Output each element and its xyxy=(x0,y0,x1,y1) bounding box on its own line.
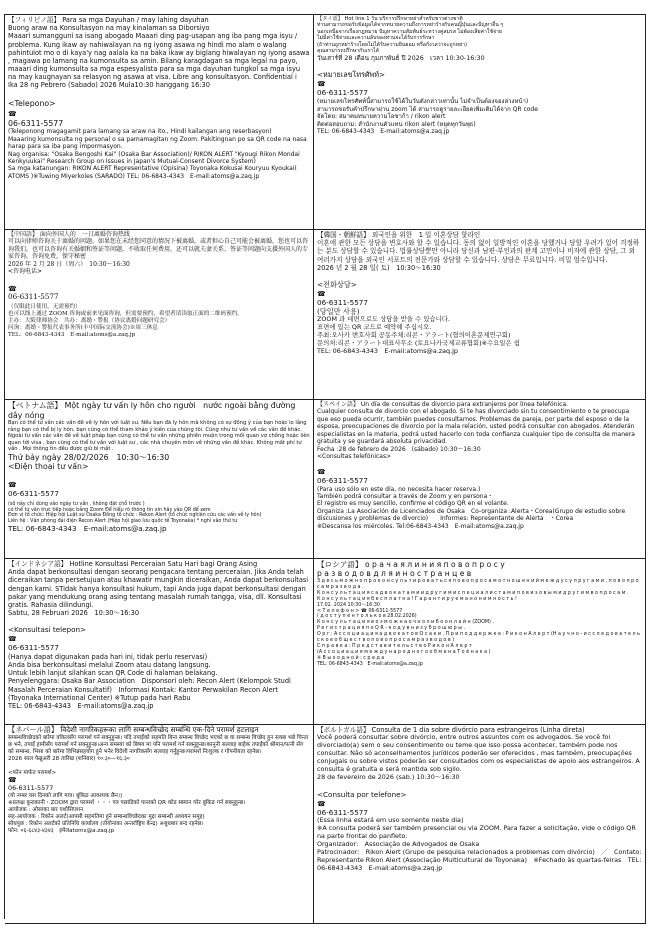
vietnamese-contact: TEL: 06-6843-4343 E-mail:atoms@a.zaq.jp xyxy=(8,524,167,534)
row-1 xyxy=(5,15,646,230)
korean-intro: 【韓国・朝鮮語】 외국인을 위한 1 일 이혼상담 핫라인 이혼에 관한 모든 상담을 변호사와 할 수 있습니다. 동의 없이 일방적인 이혼을 당했거나 당할 우려가 있어 걱정하는 분도 상담할 수 있습니다. 법률상담뿐만 아니라 당신과 남편·부인과의 관계 고민이나 비자에 관한 상담, 그 외 여러가지 상담을 외국인 서포트의 전문가와 상담할 수 있습니다. 상담은 무료입니다. 비밀 엄수입니다. 2026 년 2 월 28 일( 토) 10:30～16:30 xyxy=(317,231,640,272)
telephone-icon: ☎ xyxy=(8,635,17,644)
spanish-phone-note: (Para uso sólo en este día, no necesita hacer reserva.) xyxy=(317,485,481,493)
row-5 xyxy=(5,725,646,924)
filipino-details: (Teleponong magagamit para lamang sa araw na ito., Hindi kailangan ang reserbasyon) Maaaring kumonsulta ng personal o sa pamamagitan ng Zoom. Pakitingnan po sa QR code na nasa harap para sa iba pang impormasyon. Nag organisa: "Osaka Bengoshi Kai" (Osaka Bar Association)/ RIKON ALERT "Kyougi Rikon Mondai Kenkyuukai" Research Group on Issues in Japan's Mutual-Consent Divorce System) Sa mga katanungan: RIKON ALERT Representative (Opisina) Toyonaka Kokusai Kouryuu Kyoukai( ATOMS )※Tuwing Miyerkoles (SARADO) TEL: 06-6843-4343 E-mail:atoms@a.zaq.jp xyxy=(8,128,307,180)
nepali-details: ※प्रत्यक्ष कुराकानी・ZOOM द्वारा परामर्श ・・・पत्र पछाडिको पानाको QR कोड स्क्यान गरेर बुकिङ गर्न सक्नुहुन्छ। आयोजक : ओसाका बार एशोसिएशन सह-आयोजक : रिकोन अलर्ट(आपसी सहमतिमा हुने सम्बन्धविच्छेदका मुद्दा सम्बन्धी अध्ययन समूह) सोधपुछ : रिकोन अलर्टको प्रतिनिधि कार्यालय (तोयोनाका अन्तर्राष्ट्रिय केन्द्र) ※बुधबार बन्द रहनेछ। फोन: ०६-६८४३-४३४३ इमेलatoms@a.zaq.jp xyxy=(8,800,246,834)
nepali-phone-label: <फोन मार्फत परामर्श> xyxy=(8,769,57,776)
cell-thai xyxy=(314,15,646,229)
portuguese-intro: Você poderá consultar sobre divórcio, entre outros assuntos com os advogados. Se você foi divorciado(a) sem o seu consentimento ou teme que isso possa acontecer, também pode nos consultar. Não só aconselhamentos jurídicos poderão ser oferecidos , mas também, preocupações conjugais ou sobre vistos poderão ser consultados com os especialistas de apoio aos estrangeiros. A consulta é gratuita e será mantida sob sigilo. 28 de fevereiro de 2026 (sab.) 10:30～16:30 xyxy=(317,733,640,781)
telephone-icon: ☎ xyxy=(8,776,17,785)
row-4 xyxy=(5,559,646,725)
indonesian-details: (Hanya dapat digunakan pada hari ini, tidak perlu reservasi) Anda bisa berkonsultasi melalui Zoom atau datang langsung. Untuk lebih lanjut silahkan scan QR Code di halaman belakang. Penyelenggara: Osaka Bar Association Disponsori oleh: Recon Alert (Kelompok Studi Masalah Perceraian Konsultatif) Informasi Kontak: Kantor Perwakilan Recon Alert (Toyonaka International Center) ※Tutup pada hari Rabu TEL: 06-6843-4343 E-mail:atoms@a.zaq.jp xyxy=(8,652,291,710)
portuguese-phone-label: <Consulta por telefone> xyxy=(317,789,407,799)
vietnamese-date: Thứ bảy ngày 28/02/2026 10:30～16:30 xyxy=(8,452,170,462)
thai-phone-number: 06-6311-5577 xyxy=(317,88,368,98)
portuguese-phone-number: 06-6311-5577 xyxy=(317,807,368,817)
nepali-date: 2026 साल फेब्रुअरी 28 तारिख (शनिबार) १०:३०—१६:३० xyxy=(8,755,130,762)
vietnamese-title: 【ベトナム語】 Một ngày tư vấn ly hôn cho người nước ngoài bằng đường dây nóng xyxy=(8,401,296,420)
korean-phone-note: (당일만 사용) xyxy=(317,306,360,316)
spanish-intro: 【スペイン語】 Un día de consultas de divorcio para extranjeros por línea telefónica. Cualquier consulta de divorcio con el abogado. Si te has divorciado sin tu consentimiento o te preocupa que eso pueda ocurrir, también puedes consultarnos. Problemas de pareja, por parte del esposo o de la esposa, preocupaciones de divorcio por la mala relación, usted podrá consultar con abogados. Atenderán especialistas en la materia, podrá usted hacerlo con toda confianza cualquier tipo de consulta de manera gratuita y se guardará absoluta privacidad. Fecha :28 de febrero de 2026 (sábado) 10:30～16:30 <Consultas telefónicas> xyxy=(317,401,635,461)
cell-nepali xyxy=(5,725,314,923)
vietnamese-phone-number: 06-6311-5577 xyxy=(8,488,59,498)
thai-note: (ถ้าท่านถูกหย่าร้างโดยไม่ได้รับความยินยอม หรือกังวลว่าจะถูกหย่า) คุณสามารถปรึกษากับเราได้ xyxy=(317,41,468,55)
telephone-icon: ☎ xyxy=(317,467,326,476)
korean-details: ZOOM 과 대면으로도 상담을 받을 수 있습니다. 표면에 있는 QR 코드로 예약해 주십시오. 주최:오사카 변호사회 공동주체:리콘・アラート(협의이혼문제연구회) 문의처:리콘・アラート대표사무소 (토요나카국제교류협회)※수요일은 쉼 TEL: 06-6843-4343 E-mail:atoms@a.zaq.jp xyxy=(317,315,520,356)
indonesian-phone-label: <Konsultasi telepon> xyxy=(8,625,87,635)
chinese-phone-note: （仅限此日使用，无需预约） xyxy=(8,304,81,311)
telephone-icon: ☎ xyxy=(317,289,326,298)
cell-portuguese xyxy=(314,725,646,923)
telephone-icon: ☎ xyxy=(317,80,326,89)
row-2 xyxy=(5,230,646,400)
telephone-icon: ☎ xyxy=(8,109,17,118)
portuguese-details: (Essa linha estará em uso somente neste dia) ※A consulta poderá ser também presencial ou via ZOOM. Para fazer a solicitação, vide o código QR na parte frontal do panfleto. Organizador: Associação de Advogados de Osaka Patrocinador: Rikon Alert (Grupo de pesquisa relacionados a problemas com divórcio) ／ Contato: Representante Rikon Alert (Associação Multicultural de Toyonaka) ※Fechado às quartas-feiras TEL: 06-6843-4343 E-mail:atoms@a.zaq.jp xyxy=(317,816,642,873)
portuguese-title: 【ポルトガル語】 Consulta de 1 dia sobre divórcio para estrangeiros (Linha direta) xyxy=(317,726,585,734)
nepali-phone-note: (यो नम्बर यस दिनको लागि मात्र। बुकिङ आवश्यक छैन।) xyxy=(8,793,123,800)
indonesian-intro: 【インドネシア語】 Hotline Konsultasi Perceraian Satu Hari bagi Orang Asing Anda dapat berkonsultasi dengan seorang pengacara tentang perceraian. Jika Anda telah diceraikan tanpa persetujuan atau khawatir mungkin diceraikan, Anda dapat berkonsultasi dengan kami. STidak hanya konsultasi hukum, tapi Anda juga dapat berkonsultasi dengan pakar yang mendukung orang asing tentang masalah rumah tangga, visa, dll. Konsultasi gratis. Rahasia dilindungi. Sabtu, 28 Februari 2026 10:30～16:30 xyxy=(8,560,309,618)
row-3 xyxy=(5,400,646,559)
cell-chinese xyxy=(5,230,314,399)
nepali-title: 【ネパール語】 विदेशी नागरिकहरूका लागि सम्बन्धविच्छेद सम्बन्धि एक-दिने परामर्श हटलाइन xyxy=(8,725,259,734)
filipino-phone-number: 06-6311-5577 xyxy=(8,118,64,128)
chinese-phone-number: 06-6311-5577 xyxy=(8,292,59,302)
cell-filipino xyxy=(5,15,314,229)
filipino-intro: 【フィリピノ語】 Para sa mga Dayuhan / may lahing dayuhan Buong araw na Konsultasyon na may kinalaman sa Diborsiyo Maaari sumangguni sa isang abogado Maaari ding pag-usapan ang iba pang mga isyu / problema. Kung ikaw ay nahiwalayan na ng iyong asawa ng hindi mo alam o walang pahintulot mo o di kaya'y nag aalala ka na baka ikaw ay biglang hiwalayan ng iyong asawa , magawa po lamang na kumonsulta sa amin. Bilang karagdagan sa mga legal na payo, maaari ding kumonsulta sa mga espesyalista para sa mga dayuhan tungkol sa mga isyu na may kaugnayan sa relasyon ng asawa at visa. Libre ang konsultasyon. Confidential i xyxy=(8,16,310,82)
russian-title: 【ロシア語】 о р а ч а я л и н и я п о в о п р о с у р а з в о д о в д л я и н о с т р а н ц е в xyxy=(317,560,505,579)
telephone-icon: ☎ xyxy=(8,480,17,489)
nepali-phone-number: 06-6311-5577 xyxy=(8,784,54,793)
spanish-details: También podrá consultar a través de Zoom y en persona・ El registro es muy sencillo, confirme el código QR en el volante. Organiza :La Asociación de Licenciados de Osaka Co-organiza :Alerta・Corea(Grupo de estudio sobre discusiones y problemas de divorcio) Informes: Representante de Alerta ・Corea ※Descansa los miércoles. Tel:06-6843-4343 E-mail:atoms@a.zaq.jp xyxy=(317,492,626,530)
nepali-intro: सम्बन्धविच्छेदको बारेमा वकिलसँग परामर्श गर्न सक्नुहुन्छ। यदि तपाईंको सहमति बिना सम्बन्ध विच्छेद भएको छ वा सम्बन्ध विच्छेद हुन सक्छ भन्ने चिन्ता छ भने, तपाईं हामीसँग परामर्श गर्न सक्नुहुन्छ।अन्य समस्या को बिषय मा पनि परामर्श गर्न सक्नुहुन्छ।कानुनी सल्लाह बाहेक तपाईंको श्रीमान/पत्नी सँग को सम्बन्ध, भिसा को बारेमा विभिन्नसहयोग हुने भनेर विदेशी नागरिकसँग सल्लाह गर्नुहुन्छ।परामर्श निःशुल्क र गोपनीयता रहनेछ। xyxy=(8,734,309,755)
thai-phone-label: <หมายเลขโทรศัพท์> xyxy=(317,70,386,80)
korean-phone-number: 06-6311-5577 xyxy=(317,297,368,307)
cell-vietnamese xyxy=(5,400,314,558)
thai-intro: 【タイ語】 Hot line 1 วัน บริการปรึกษาหย่าสำหรับชาวต่างชาติ ท่านสามารถขอรับข้อมูลได้จากทนายความถึงการหย่าร้างกับคนญี่ปุ่นและปัญหาอื่น ๆ นอกเหนือจากเรื่องกฎหมาย ปัญหาความสัมพันธ์ระหว่างคู่สมรส ไม่ต้องเสียค่าใช้จ่าย ไม่มีค่าใช้จ่ายและความลับของท่านจะได้รับการรักษา xyxy=(317,16,504,42)
telephone-icon: ☎ xyxy=(8,284,17,293)
indonesian-phone-number: 06-6311-5577 xyxy=(8,642,59,652)
cell-spanish xyxy=(314,400,646,558)
thai-date: วันเสาร์ที่ 28 เดือน กุมภาพันธ์ ปี 2026 เวลา 10:30-16:30 xyxy=(317,53,485,62)
korean-phone-label: <전화상담> xyxy=(317,279,357,289)
telephone-icon: ☎ xyxy=(317,799,326,808)
vietnamese-details: có thể tư vấn trực tiếp hoặc bằng Zoom Để hiểu rõ thông tin xin hãy vào QR để xem Đơn vị tổ chức: Hiệp hội Luật sư Osaka Đồng tổ chức : Rekon Alert (tổ chức nghiên cứu các vấn về ly hôn) Liên hệ : Văn phòng đại diện Recon Alert (Hiệp hội giao lưu quốc tế Toyonaka) * nghỉ vào thứ tư xyxy=(8,507,262,525)
filipino-phone-label: <Telepono> xyxy=(8,99,56,109)
cell-russian xyxy=(314,559,646,724)
vietnamese-intro: Bạn có thể tư vấn các vấn đề về ly hôn với luật sư. Nếu bạn đã ly hôn mà không có sự đồng ý của bạn hoặc lo lắng rằng bạn có thể bị ly hôn, bạn cũng có thể tham khảo ý kiến của chúng tôi. Cũng như tư vấn về các vấn đề khác. Ngoài tư vấn các vấn đề về luật pháp bạn cũng có thể tư vấn những phiền muộn trong mối quan vợ chồng hoặc liên quan tới visa , bạn cũng có thể tư vấn với luật sư , các nhà chuyên môn về những vấn đề khác. Không mất phí tư vấn . Mọi thông tin đều được giữ bí mật . xyxy=(8,420,310,453)
vietnamese-phone-note: (số này chỉ dùng vào ngày tư vấn , không đặt chỗ trước ) xyxy=(8,501,145,507)
cell-indonesian xyxy=(5,559,314,724)
multilingual-divorce-hotline-flyer xyxy=(4,14,646,919)
filipino-date: Ika 28 ng Pebrero (Sabado) 2026 Mula10:30 hanggang 16:30 xyxy=(8,81,210,90)
vietnamese-phone-label: <Điện thoại tư vấn> xyxy=(8,462,89,472)
chinese-details: 也可以线上通过 ZOOM 咨询或前来见面咨询，但需要预约，希望者请读取正面的二维码预约。 主办：大阪律师协会 共办：离婚・警报（协议离婚问题研究会） 问询：离婚・警报代表事务所(丰中国际交流协会)※周三休息 TEL：06-6843-4343 E-mail:atoms@a.zaq.jp xyxy=(8,311,243,339)
cell-korean xyxy=(314,230,646,399)
spanish-phone-number: 06-6311-5577 xyxy=(317,475,368,485)
thai-details: (หมายเลขโทรศัพท์นี้สามารถใช้ได้ในวันดังกล่าวเท่านั้น ไม่จำเป็นต้องจองล่วงหน้า) สามารถขอรับคำปรึกษาผ่าน zoom ได้ สามารถดูรายละเอียดเพิ่มเติมได้จาก QR code จัดโดย: สมาคมทนายความโอซาก้า / rikon alert ติดต่อสอบถาม: สำนักงานตัวแทน rikon alert (หยุดทุกวันพุธ) TEL: 06-6843-4343 E-mail:atoms@a.zaq.jp xyxy=(317,98,538,135)
chinese-intro: 【中国語】 面向外国人的 一日离婚咨询热线 可以向律师咨询关于离婚的问题。如果您在未经您同意的情况下被离婚，或者担心自己可能会被离婚，您也可以咨询我们。也可以咨询有关婚姻和签证等问题。不收取任何费用，还可以就夫妻关系、签证等问题向支援外国人的专家咨询。咨询免费，保守秘密 2026 年 2 月 28 日（周六） 10:30～16:30 <咨询电话> xyxy=(8,231,309,276)
russian-body: З д е с ь м о ж н о п р о к о н с у л ь т и р о в а т ь с я п о в о п р о с а м о т н о ш е н и й м е ж д у с у п р у г а м и , п о в о п р о с а м р а з в о д а . К о н с у л ь т а ц и я с а д в о к а т а м и и д р у г и м и с п е ц и а л и с т а м и п о в и з о в ы м и д р у г и м в о п р о с а м . К о н с у л ь т а ц и я б е с п л а т н а ! Г а р а н т и р у е м а н о н и м н о с т ь ! 17.02. 2024 10:30～16:30 < Т е л е ф о н > ☎ 06-6311-5577 ( д о с т у п е н т о л ь к о в 28.02.2026) К о н с у л ь т а ц и я в о з м о ж н а о ч н о л и б о о н л а й н (ZOOM) . Р е г и с т р а ц и я п о Q R - к о д у в н и з у б р о ш ю р ы . О р г : А с с о ц и а ц и я а д в о к а т о в О с а к и . П р и п о д д е р ж к е : Р и к о н А л е р т (Н а у ч н о - и с с л е д о в а т е л ь с к о е о б щ е с т в о п о в о п р о с а м р а з в о д о в ) С п р а в к а : П р е д с т а в и т е л ь с т в о Р и к о н А л е р т (А с с о ц и а ц и я м е ж д у н а р о д н о г о о б м е н а Т о ё н а к а ) ※ В ы х о д н о й : с р е д а TEL: 06-6843-4343 E-mail:atoms@a.zaq.jp xyxy=(317,578,640,667)
